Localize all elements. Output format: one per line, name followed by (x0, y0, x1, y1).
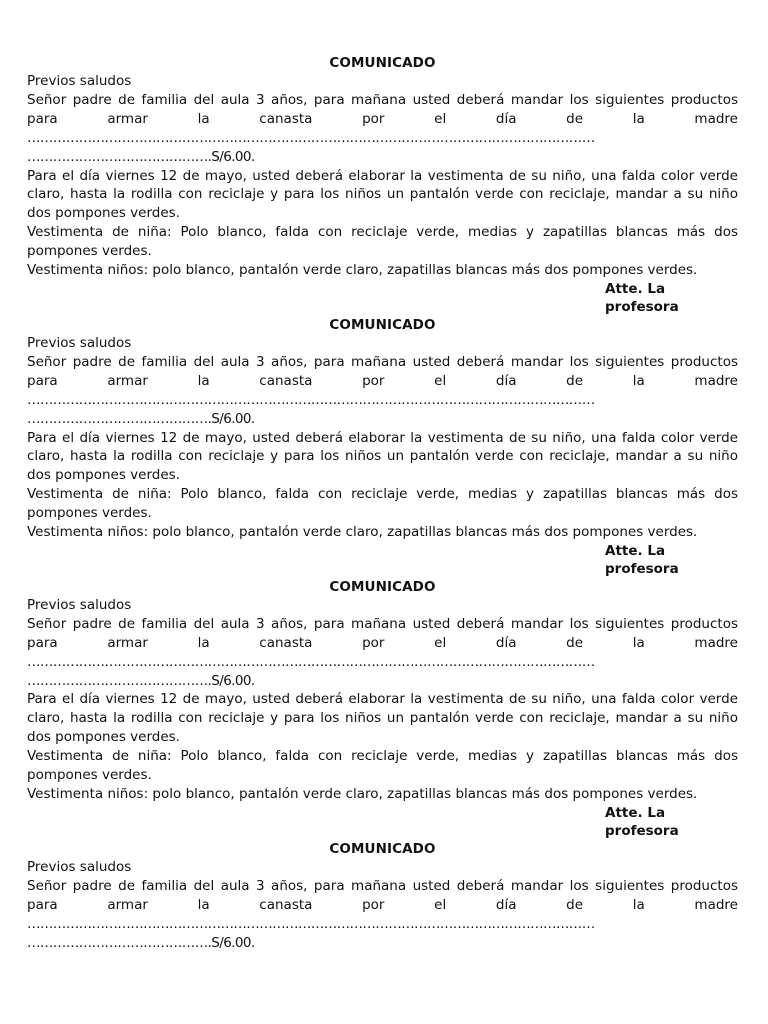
price-line: …………………………………….S/6.00. (27, 410, 255, 427)
comunicado-block (27, 54, 738, 316)
comunicado-title: COMUNICADO (329, 840, 436, 857)
paragraph-fecha: Para el día viernes 12 de mayo, usted deberá elaborar la vestimenta de su niño, una falda color verde claro, hasta la rodilla con reciclaje y para los niños un pantalón verde con reciclaje, mandar a su niño dos pompones verdes. (27, 691, 738, 746)
greeting: Previos saludos (27, 596, 132, 613)
paragraph-fecha: Para el día viernes 12 de mayo, usted deberá elaborar la vestimenta de su niño, una falda color verde claro, hasta la rodilla con reciclaje y para los niños un pantalón verde con reciclaje, mandar a su niño dos pompones verdes. (27, 429, 738, 484)
intro-line-1: Señor padre de familia del aula 3 años, para mañana usted deberá mandar los siguientes productos (27, 353, 738, 370)
dotted-line: …………………………………………………………………………………………………………………… (27, 391, 595, 408)
paragraph-vestimenta-nina: Vestimenta de niña: Polo blanco, falda con reciclaje verde, medias y zapatillas blancas más dos pompones verdes. (27, 486, 738, 522)
paragraph-vestimenta-nina: Vestimenta de niña: Polo blanco, falda con reciclaje verde, medias y zapatillas blancas más dos pompones verdes. (27, 224, 738, 260)
comunicado-block (27, 316, 738, 578)
intro-line-2: para armar la canasta por el día de la madre (27, 372, 738, 389)
signature: Atte. La profesora (605, 280, 679, 315)
intro-line-1: Señor padre de familia del aula 3 años, para mañana usted deberá mandar los siguientes productos (27, 877, 738, 894)
dotted-line: …………………………………………………………………………………………………………………… (27, 129, 595, 146)
paragraph-fecha: Para el día viernes 12 de mayo, usted deberá elaborar la vestimenta de su niño, una falda color verde claro, hasta la rodilla con reciclaje y para los niños un pantalón verde con reciclaje, mandar a su niño dos pompones verdes. (27, 167, 738, 222)
comunicado-block (27, 578, 738, 840)
paragraph-vestimenta-ninos: Vestimenta niños: polo blanco, pantalón verde claro, zapatillas blancas más dos pompones verdes. (27, 786, 698, 802)
paragraph-vestimenta-ninos: Vestimenta niños: polo blanco, pantalón verde claro, zapatillas blancas más dos pompones verdes. (27, 524, 698, 541)
paragraph-vestimenta-nina: Vestimenta de niña: Polo blanco, falda con reciclaje verde, medias y zapatillas blancas más dos pompones verdes. (27, 748, 738, 784)
document (27, 54, 738, 952)
comunicado-title: COMUNICADO (329, 55, 436, 71)
dotted-line: …………………………………………………………………………………………………………………… (27, 653, 595, 670)
greeting: Previos saludos (27, 334, 132, 351)
comunicado-block (27, 840, 738, 953)
signature: Atte. La profesora (605, 542, 679, 577)
price-line: …………………………………….S/6.00. (27, 934, 255, 951)
intro-line-2: para armar la canasta por el día de la madre (27, 634, 738, 651)
comunicado-title: COMUNICADO (329, 316, 436, 333)
signature: Atte. La profesora (605, 804, 679, 839)
intro-line-1: Señor padre de familia del aula 3 años, para mañana usted deberá mandar los siguientes productos (27, 91, 738, 108)
intro-line-2: para armar la canasta por el día de la madre (27, 896, 738, 913)
paragraph-vestimenta-ninos: Vestimenta niños: polo blanco, pantalón verde claro, zapatillas blancas más dos pompones verdes. (27, 262, 698, 279)
price-line: …………………………………….S/6.00. (27, 148, 255, 165)
dotted-line: …………………………………………………………………………………………………………………… (27, 915, 595, 932)
comunicado-title: COMUNICADO (329, 578, 436, 595)
price-line: …………………………………….S/6.00. (27, 672, 255, 689)
greeting: Previos saludos (27, 73, 132, 89)
intro-line-2: para armar la canasta por el día de la madre (27, 110, 738, 127)
intro-line-1: Señor padre de familia del aula 3 años, para mañana usted deberá mandar los siguientes productos (27, 615, 738, 632)
greeting: Previos saludos (27, 858, 132, 875)
